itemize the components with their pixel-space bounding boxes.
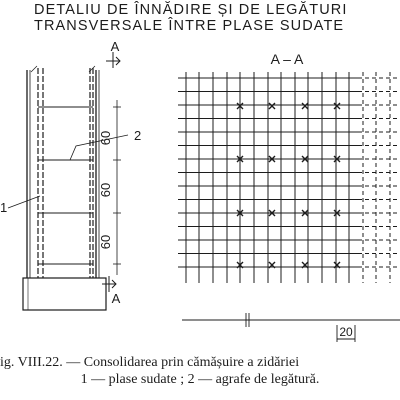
welded-mesh-grid [178,72,398,283]
figure-caption-line-1: ig. VIII.22. — Consolidarea prin cămășuire a zidăriei [0,355,300,370]
spacing-label: 60 [98,234,113,250]
tie-point-mark [334,103,340,109]
figure-caption-line-2: 1 — plase sudate ; 2 — agrafe de legătură. [80,372,320,387]
transverse-tie-lines [38,107,93,264]
section-view-label: A – A [270,51,304,67]
section-marker-top [106,52,120,68]
bottom-dimension-line [182,313,400,342]
section-marker-letter: A [110,39,120,54]
drawing-title-line-1: DETALIU DE ÎNNĂDIRE ȘI DE LEGĂTURI [34,2,348,18]
tie-point-mark [302,103,308,109]
callout-number: 2 [134,128,142,143]
wall-elevation [27,66,99,278]
foundation-block [23,278,106,310]
section-marker-letter: A [111,291,121,306]
dimension-label: 20 [339,325,353,339]
spacing-label: 60 [98,130,113,146]
spacing-label: 60 [98,182,113,198]
callout-number: 1 [0,200,8,215]
tie-point-mark [269,103,275,109]
spacing-dimension-line [113,100,121,275]
drawing-title-line-2: TRANSVERSALE ÎNTRE PLASE SUDATE [34,18,345,34]
